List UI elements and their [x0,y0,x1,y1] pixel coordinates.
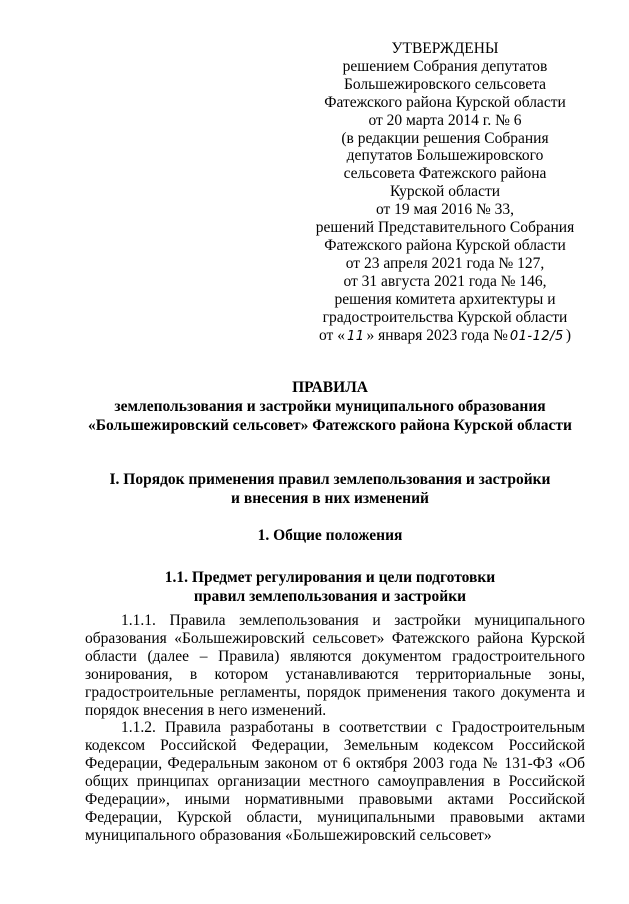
section-line-2: и внесения в них изменений [231,490,429,507]
approval-line-4: от 20 марта 2014 г. № 6 [368,111,522,129]
approval-line-14: решения комитета архитектуры и [334,290,556,308]
section-line-1: I. Порядок применения правил землепользования и застройки [109,471,551,488]
document-title [60,378,600,435]
title-line-2: «Большежировский сельсовет» Фатежского района Курской области [88,417,572,434]
subsection-line-2: правил землепользования и застройки [193,588,467,605]
chapter-heading [60,526,600,545]
approval-date-prefix: от « [319,326,345,344]
body-text [85,612,585,845]
approval-line-3: Фатежского района Курской области [324,93,566,111]
approval-stamp [300,40,590,345]
approval-line-8: Курской области [389,183,501,201]
approval-line-12: от 23 апреля 2021 года № 127, [345,254,545,272]
section-heading [60,470,600,508]
title-line-1: землепользования и застройки муниципального образования [114,398,546,415]
approval-line-11: Фатежского района Курской области [324,236,566,254]
approval-line-2: Большежировского сельсовета [343,75,547,93]
approval-last-line [300,327,590,346]
approval-line-13: от 31 августа 2021 года № 146, [343,272,547,290]
approval-line-15: градостроительства Курской области [322,308,568,326]
approval-line-1: решением Собрания депутатов [342,57,548,75]
approval-line-5: (в редакции решения Собрания [341,129,549,147]
title-heading: ПРАВИЛА [292,379,368,396]
approval-date-suffix: ) [565,326,571,344]
paragraph-1-1-2: 1.1.2. Правила разработаны в соответствии с Градостроительным кодексом Российской Федерации, Земельным кодексом Российской Федерации, Федеральным законом от 6 октября 2003 года № 131-ФЗ «Об общих принципах организации местного самоуправления в Российской Федерации», иными нормативными правовыми актами Российской Федерации, Курской области, муниципальными правовыми актами муниципального образования «Большежировский сельсовет» [85,719,585,844]
handwritten-day: 11 [346,328,365,344]
approval-line-6: депутатов Большежировского [346,147,544,165]
handwritten-number: 01-12/5 [509,328,564,344]
approval-line-7: сельсовета Фатежского района [343,165,547,183]
subsection-line-1: 1.1. Предмет регулирования и цели подготовки [164,569,496,586]
approval-date-middle: » января 2023 года № [366,326,508,344]
approval-line-9: от 19 мая 2016 № 33, [375,201,515,219]
paragraph-1-1-1: 1.1.1. Правила землепользования и застройки муниципального образования «Большежировский сельсовет» Фатежского района Курской области (далее – Правила) являются документом градостроительного зонирования, в котором устанавливаются территориальные зоны, градостроительные регламенты, порядок применения такого документа и порядок внесения в него изменений. [85,612,585,719]
approval-line-10: решений Представительного Собрания [315,219,575,237]
chapter-title: 1. Общие положения [257,527,403,544]
subsection-heading [60,568,600,606]
approval-line-0: УТВЕРЖДЕНЫ [391,40,499,57]
